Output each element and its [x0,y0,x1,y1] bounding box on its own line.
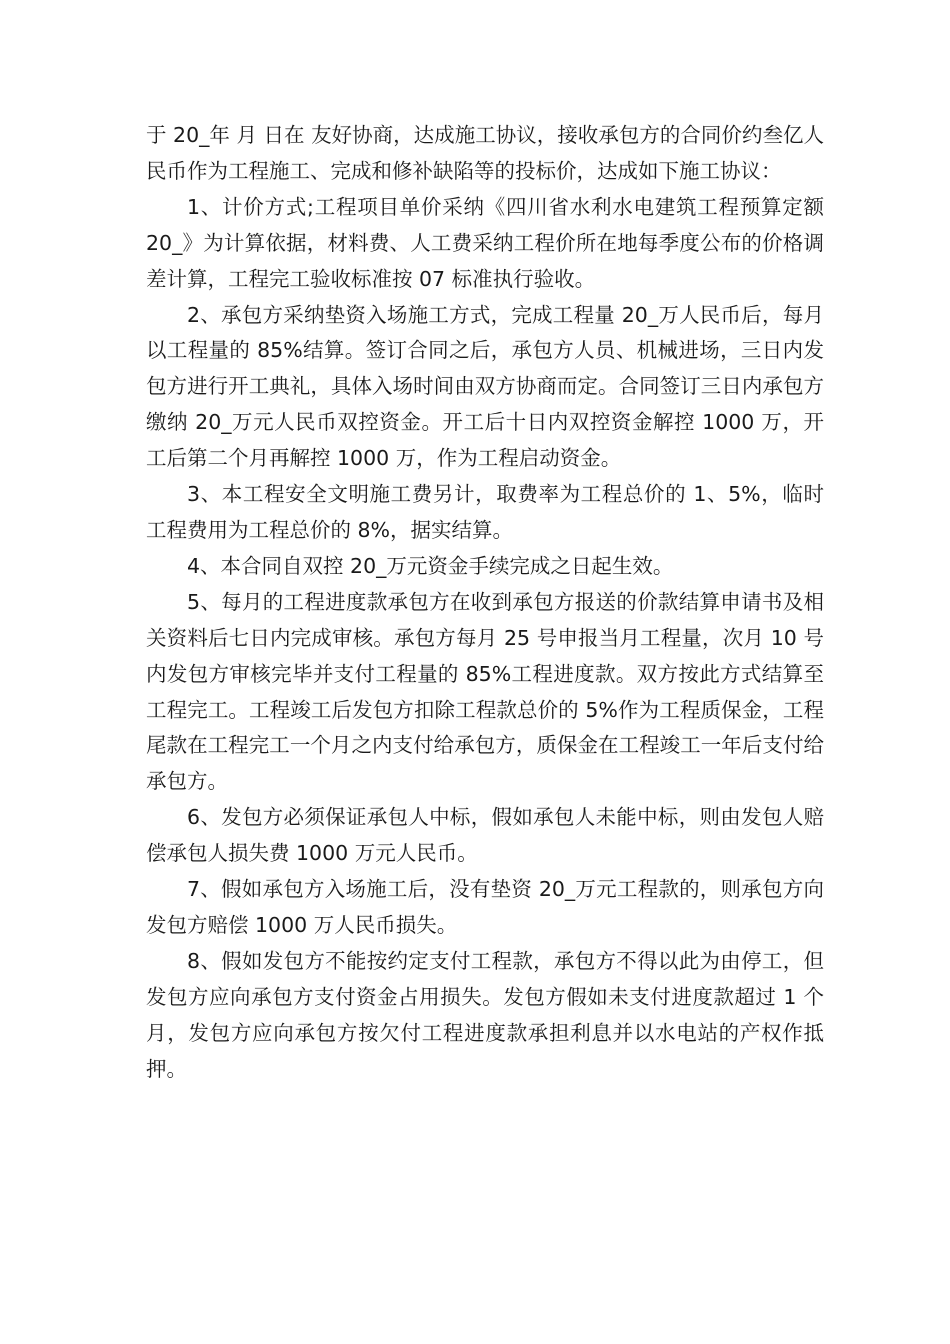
intro-paragraph: 于 20_年 月 日在 友好协商，达成施工协议，接收承包方的合同价约叁亿人民币作为工程施工、完成和修补缺陷等的投标价，达成如下施工协议： [146,123,824,183]
clause-8: 8、假如发包方不能按约定支付工程款，承包方不得以此为由停工，但发包方应向承包方支付资金占用损失。发包方假如未支付进度款超过 1 个月，发包方应向承包方按欠付工程进度款承担利息并以水电站的产权作抵押。 [146,948,824,1081]
clause-2: 2、承包方采纳垫资入场施工方式，完成工程量 20_万人民币后，每月以工程量的 85%结算。签订合同之后，承包方人员、机械进场，三日内发包方进行开工典礼，具体入场时间由双方协商而定。合同签订三日内承包方缴纳 20_万元人民币双控资金。开工后十日内双控资金解控 1000 万，开工后第二个月再解控 1000 万，作为工程启动资金。 [146,302,824,471]
clause-1: 1、计价方式;工程项目单价采纳《四川省水利水电建筑工程预算定额 20_》为计算依据，材料费、人工费采纳工程价所在地每季度公布的价格调差计算，工程完工验收标准按 07 标准执行验收。 [146,194,824,291]
clause-7: 7、假如承包方入场施工后，没有垫资 20_万元工程款的，则承包方向发包方赔偿 1000 万人民币损失。 [146,877,824,937]
clause-4: 4、本合同自双控 20_万元资金手续完成之日起生效。 [187,553,674,578]
clause-5: 5、每月的工程进度款承包方在收到承包方报送的价款结算申请书及相关资料后七日内完成审核。承包方每月 25 号申报当月工程量，次月 10 号内发包方审核完毕并支付工程量的 85%工程进度款。双方按此方式结算至工程完工。工程竣工后发包方扣除工程款总价的 5%作为工程质保金，工程尾款在工程完工一个月之内支付给承包方，质保金在工程竣工一年后支付给承包方。 [146,589,824,794]
document-body [146,118,824,1087]
clause-6: 6、发包方必须保证承包人中标，假如承包人未能中标，则由发包人赔偿承包人损失费 1000 万元人民币。 [146,805,824,866]
clause-3: 3、本工程安全文明施工费另计，取费率为工程总价的 1、5%，临时工程费用为工程总价的 8%，据实结算。 [146,482,824,542]
